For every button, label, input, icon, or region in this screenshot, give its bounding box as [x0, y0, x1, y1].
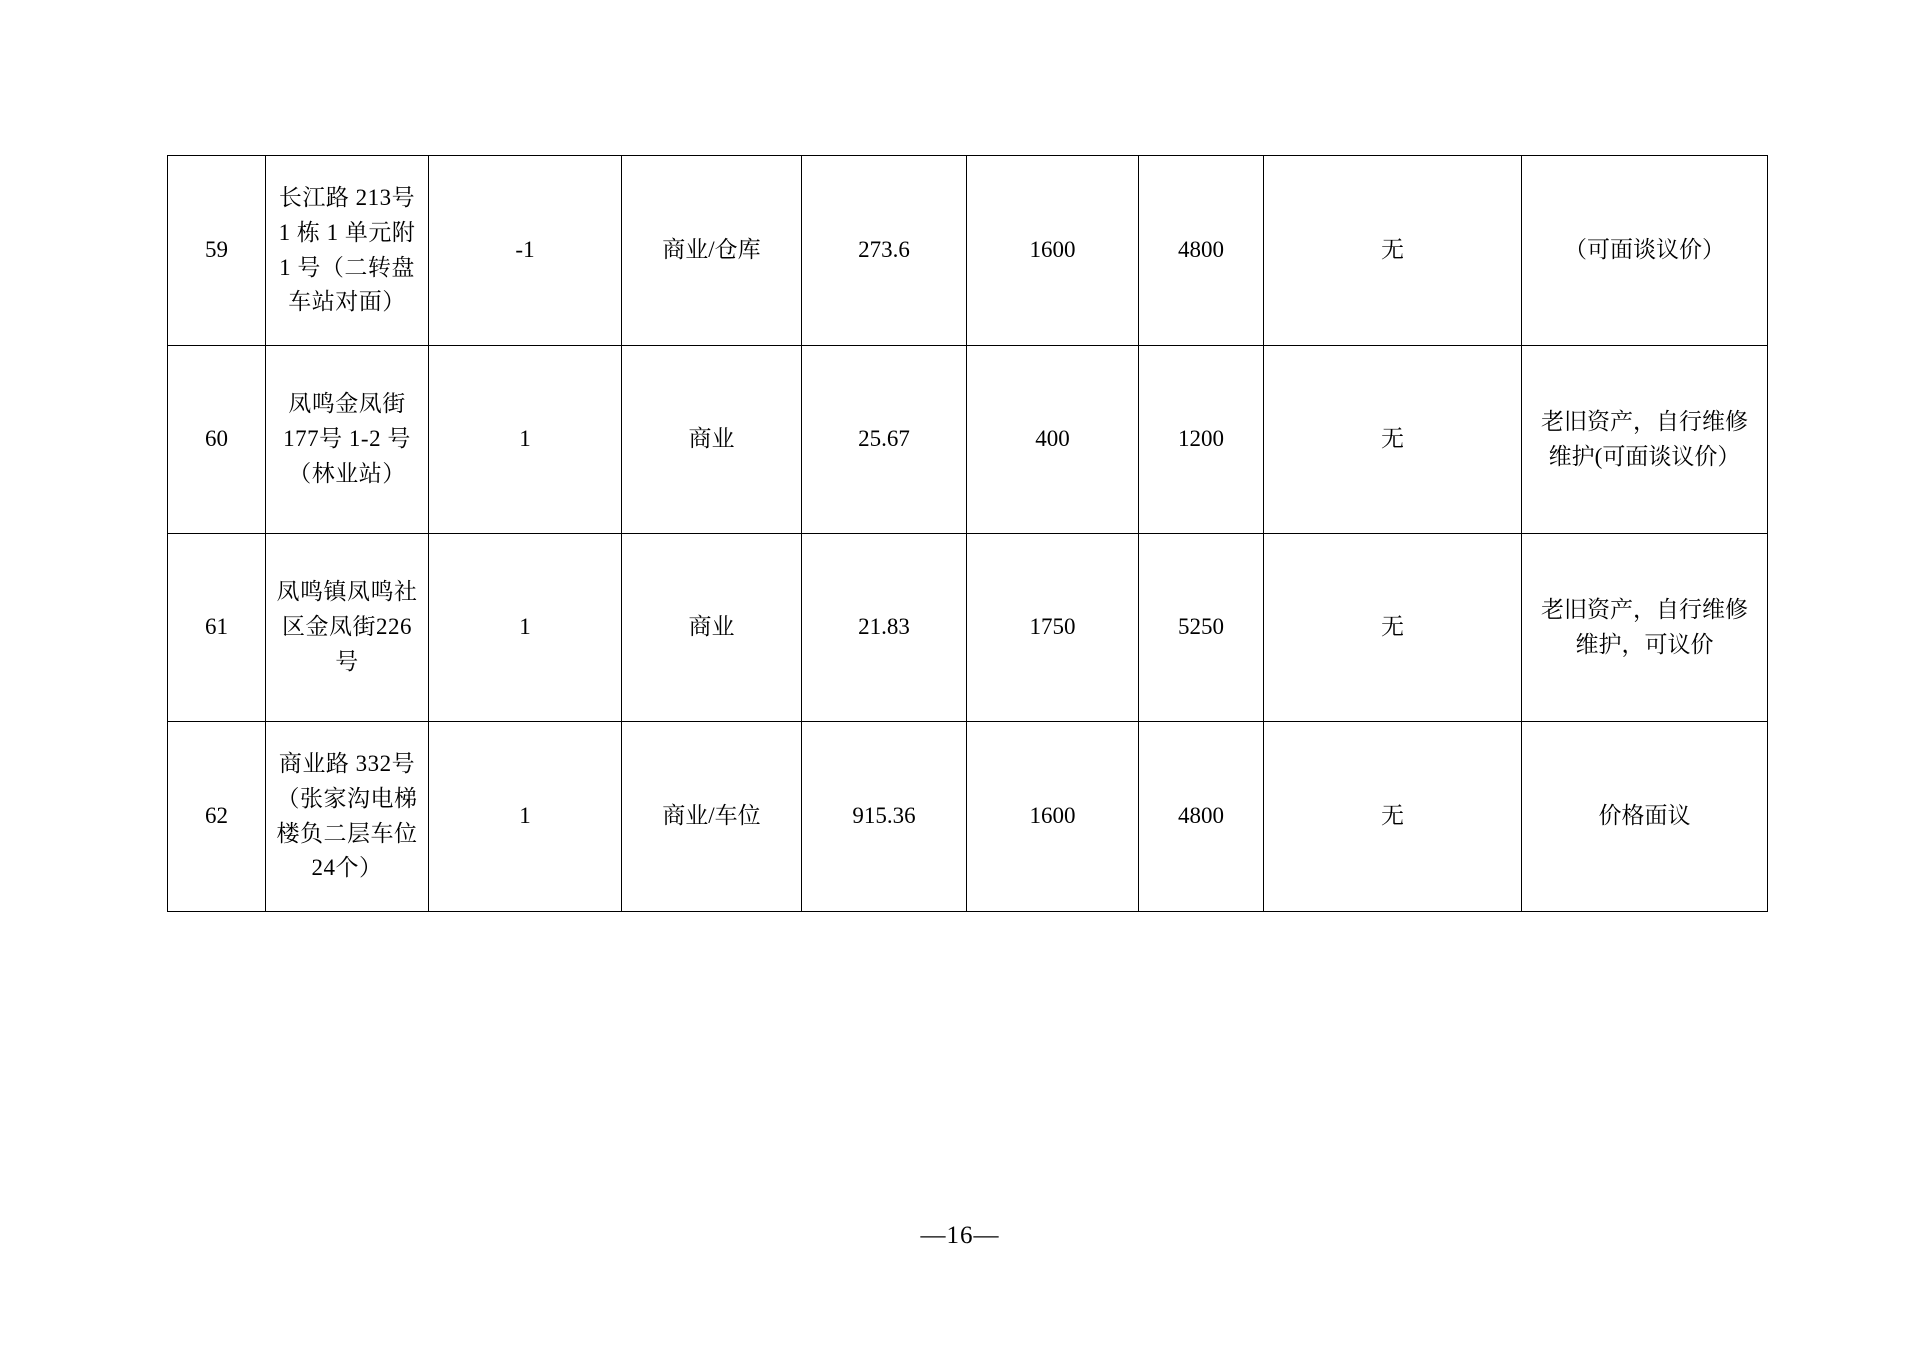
cell-note: 老旧资产，自行维修维护，可议价	[1522, 534, 1768, 722]
cell-rent: 5250	[1139, 534, 1264, 722]
cell-index: 61	[168, 534, 266, 722]
asset-listing-table-wrapper	[167, 155, 1767, 912]
cell-address: 凤鸣镇凤鸣社区金凤街226 号	[266, 534, 429, 722]
cell-note: 老旧资产，自行维修维护(可面谈议价）	[1522, 346, 1768, 534]
cell-area: 915.36	[802, 722, 967, 912]
cell-area: 273.6	[802, 156, 967, 346]
cell-unit-price: 1600	[967, 156, 1139, 346]
cell-note: 价格面议	[1522, 722, 1768, 912]
cell-usage: 商业/仓库	[622, 156, 802, 346]
cell-area: 21.83	[802, 534, 967, 722]
table-row	[168, 156, 1768, 346]
cell-floor: -1	[429, 156, 622, 346]
cell-rent: 4800	[1139, 722, 1264, 912]
cell-index: 60	[168, 346, 266, 534]
cell-mortgage: 无	[1264, 156, 1522, 346]
page-number: —16—	[920, 1222, 1000, 1249]
cell-floor: 1	[429, 722, 622, 912]
cell-unit-price: 400	[967, 346, 1139, 534]
cell-usage: 商业/车位	[622, 722, 802, 912]
cell-usage: 商业	[622, 534, 802, 722]
cell-address: 商业路 332号（张家沟电梯楼负二层车位 24个）	[266, 722, 429, 912]
cell-rent: 1200	[1139, 346, 1264, 534]
cell-rent: 4800	[1139, 156, 1264, 346]
cell-floor: 1	[429, 534, 622, 722]
cell-unit-price: 1750	[967, 534, 1139, 722]
cell-usage: 商业	[622, 346, 802, 534]
cell-index: 59	[168, 156, 266, 346]
asset-listing-table	[167, 155, 1768, 912]
cell-address: 凤鸣金凤街177号 1-2 号（林业站）	[266, 346, 429, 534]
cell-unit-price: 1600	[967, 722, 1139, 912]
cell-address: 长江路 213号 1 栋 1 单元附 1 号（二转盘车站对面）	[266, 156, 429, 346]
table-row	[168, 346, 1768, 534]
cell-mortgage: 无	[1264, 534, 1522, 722]
cell-note: （可面谈议价）	[1522, 156, 1768, 346]
table-row	[168, 722, 1768, 912]
cell-mortgage: 无	[1264, 346, 1522, 534]
cell-area: 25.67	[802, 346, 967, 534]
cell-mortgage: 无	[1264, 722, 1522, 912]
table-row	[168, 534, 1768, 722]
cell-index: 62	[168, 722, 266, 912]
cell-floor: 1	[429, 346, 622, 534]
